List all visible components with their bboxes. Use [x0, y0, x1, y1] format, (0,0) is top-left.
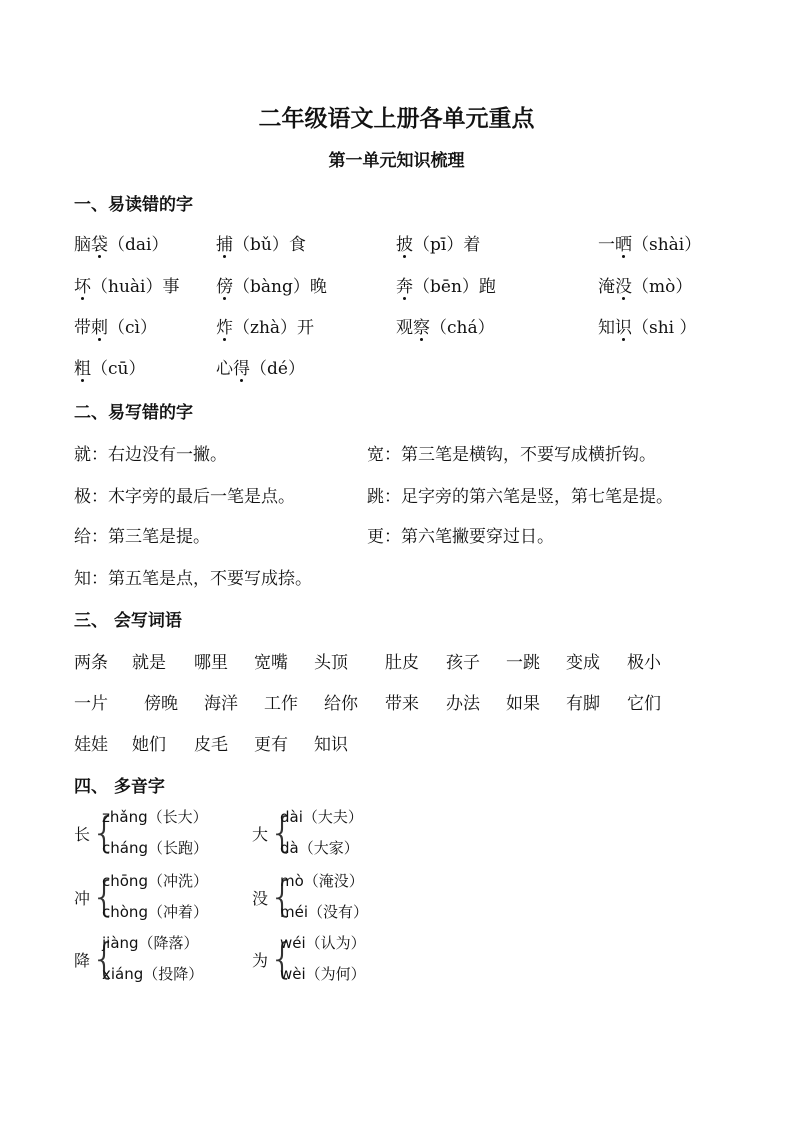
word-item: 孩子: [446, 653, 480, 673]
polyphone-group: [74, 868, 224, 928]
reading-row: [0, 230, 760, 256]
reading-item: [598, 272, 692, 297]
note-row: [74, 522, 754, 548]
brace-icon: {: [269, 808, 296, 857]
reading-pinyin: （dai）: [108, 235, 169, 255]
reading-pinyin: （cū）: [91, 359, 146, 379]
polyphone-reading: chōng（冲洗）: [102, 872, 208, 890]
note-item: 跳：足字旁的第六笔是竖，第七笔是提。: [367, 487, 673, 507]
word-item: 宽嘴: [254, 653, 288, 673]
emphasized-char: 察: [413, 313, 430, 338]
reading-pinyin: （cì）: [108, 318, 157, 338]
word-item: 有脚: [566, 694, 600, 714]
word-item: 两条: [74, 653, 108, 673]
note-item: 更：第六笔撇要穿过日。: [367, 527, 554, 547]
reading-row: [0, 354, 760, 380]
word-item: 知识: [314, 735, 348, 755]
note-row: [74, 482, 754, 508]
reading-pinyin: （bǔ）食: [233, 235, 306, 255]
word-row: [0, 730, 760, 756]
reading-pinyin: （shài）: [632, 235, 702, 255]
word-item: 她们: [132, 735, 166, 755]
emphasized-char: 坏: [74, 272, 91, 297]
word-item: 变成: [566, 653, 600, 673]
polyphone-group: [252, 868, 402, 928]
polyphone-reading: cháng（长跑）: [102, 839, 208, 857]
word-item: 给你: [324, 694, 358, 714]
reading-pinyin: （bàng）晚: [233, 277, 327, 297]
polyphone-reading: wèi（为何）: [280, 965, 366, 983]
word-item: 海洋: [204, 694, 238, 714]
emphasized-char: 袋: [91, 230, 108, 255]
note-item: 就：右边没有一撇。: [74, 445, 227, 465]
emphasized-char: 得: [233, 354, 250, 379]
polyphone-char: 没: [252, 889, 269, 908]
reading-pinyin: （bēn）跑: [413, 277, 496, 297]
reading-item: [396, 272, 496, 297]
reading-item: [74, 230, 168, 255]
reading-pinyin: （zhà）开: [233, 318, 315, 338]
polyphone-group: [74, 804, 224, 864]
word-item: 工作: [264, 694, 298, 714]
polyphone-reading: zhǎng（长大）: [102, 808, 208, 826]
word-row: [0, 648, 760, 674]
note-item: 知：第五笔是点，不要写成捺。: [74, 569, 312, 589]
reading-pinyin: （huài）事: [91, 277, 180, 297]
word-item: 它们: [627, 694, 661, 714]
reading-prefix: 淹: [598, 277, 615, 297]
page-subtitle: 第一单元知识梳理: [328, 151, 465, 171]
word-item: 傍晚: [144, 694, 178, 714]
polyphone-reading: mò（淹没）: [280, 872, 364, 890]
section-heading-3: 三、 会写词语: [74, 611, 182, 631]
brace-icon: {: [91, 872, 118, 921]
polyphone-char: 冲: [74, 889, 91, 908]
reading-item: [216, 313, 314, 338]
reading-item: [74, 313, 157, 338]
polyphone-reading: chòng（冲着）: [102, 903, 208, 921]
polyphone-char: 大: [252, 825, 269, 844]
polyphone-char: 降: [74, 951, 91, 970]
word-item: 极小: [627, 653, 661, 673]
reading-prefix: 带: [74, 318, 91, 338]
note-item: 给：第三笔是提。: [74, 527, 210, 547]
polyphone-reading: méi（没有）: [280, 903, 369, 921]
reading-pinyin: （dé）: [250, 359, 305, 379]
polyphone-reading: wéi（认为）: [280, 934, 366, 952]
polyphone-reading: jiàng（降落）: [102, 934, 199, 952]
word-item: 更有: [254, 735, 288, 755]
word-item: 哪里: [194, 653, 228, 673]
emphasized-char: 炸: [216, 313, 233, 338]
polyphone-char: 为: [252, 951, 269, 970]
word-item: 一片: [74, 694, 108, 714]
section-heading-2: 二、易写错的字: [74, 403, 193, 423]
reading-item: [216, 354, 305, 379]
word-item: 就是: [132, 653, 166, 673]
polyphone-reading: dà（大家）: [280, 839, 359, 857]
emphasized-char: 刺: [91, 313, 108, 338]
emphasized-char: 披: [396, 230, 413, 255]
reading-item: [396, 230, 480, 255]
brace-icon: {: [91, 808, 118, 857]
reading-prefix: 观: [396, 318, 413, 338]
brace-icon: {: [91, 934, 118, 983]
reading-item: [396, 313, 495, 338]
page-title: 二年级语文上册各单元重点: [258, 106, 535, 132]
polyphone-group: [252, 930, 402, 990]
emphasized-char: 奔: [396, 272, 413, 297]
polyphone-char: 长: [74, 825, 91, 844]
polyphone-group: [252, 804, 402, 864]
emphasized-char: 没: [615, 272, 632, 297]
note-item: 宽：第三笔是横钩，不要写成横折钩。: [367, 445, 656, 465]
emphasized-char: 粗: [74, 354, 91, 379]
polyphone-reading: xiáng（投降）: [102, 965, 204, 983]
reading-item: [74, 354, 145, 379]
reading-item: [598, 230, 701, 255]
reading-pinyin: （chá）: [430, 318, 495, 338]
reading-prefix: 一: [598, 235, 615, 255]
word-item: 头顶: [314, 653, 348, 673]
word-item: 办法: [446, 694, 480, 714]
reading-prefix: 脑: [74, 235, 91, 255]
section-heading-1: 一、易读错的字: [74, 195, 193, 215]
emphasized-char: 晒: [615, 230, 632, 255]
reading-item: [216, 272, 327, 297]
reading-row: [0, 313, 760, 339]
polyphone-reading: dài（大夫）: [280, 808, 363, 826]
reading-item: [74, 272, 179, 297]
word-item: 娃娃: [74, 735, 108, 755]
word-item: 皮毛: [194, 735, 228, 755]
reading-item: [216, 230, 306, 255]
reading-pinyin: （pī）着: [413, 235, 481, 255]
brace-icon: {: [269, 872, 296, 921]
reading-prefix: 知: [598, 318, 615, 338]
reading-row: [0, 272, 760, 298]
emphasized-char: 识: [615, 313, 632, 338]
word-row: [0, 689, 760, 715]
reading-pinyin: （mò）: [632, 277, 693, 297]
word-item: 带来: [385, 694, 419, 714]
note-row: [74, 440, 754, 466]
reading-pinyin: （shi ）: [632, 318, 697, 338]
word-item: 肚皮: [385, 653, 419, 673]
polyphone-group: [74, 930, 224, 990]
word-item: 如果: [506, 694, 540, 714]
emphasized-char: 傍: [216, 272, 233, 297]
note-item: 极：木字旁的最后一笔是点。: [74, 487, 295, 507]
section-heading-4: 四、 多音字: [74, 777, 165, 797]
emphasized-char: 捕: [216, 230, 233, 255]
reading-item: [598, 313, 697, 338]
word-item: 一跳: [506, 653, 540, 673]
reading-prefix: 心: [216, 359, 233, 379]
note-row: [74, 564, 754, 590]
brace-icon: {: [269, 934, 296, 983]
